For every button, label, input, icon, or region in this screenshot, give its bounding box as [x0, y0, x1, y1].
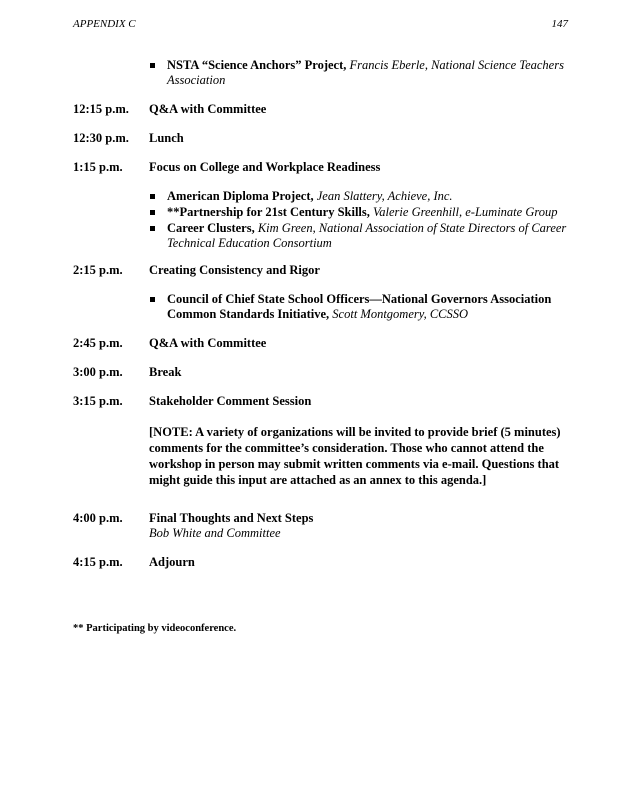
list-item — [149, 205, 589, 220]
bullet-bold: American Diploma Project, — [167, 189, 314, 203]
bullet-bold: NSTA “Science Anchors” Project, — [167, 58, 347, 72]
bullet-italic: Jean Slattery, Achieve, Inc. — [316, 189, 453, 203]
agenda-title: Stakeholder Comment Session — [149, 394, 312, 408]
bullet-italic: Valerie Greenhill, e-Luminate Group — [373, 205, 558, 219]
rigor-bullet-list — [149, 292, 574, 323]
agenda-time: 4:15 p.m. — [73, 555, 123, 569]
footnote: ** Participating by videoconference. — [73, 623, 237, 634]
agenda-title: Creating Consistency and Rigor — [149, 263, 320, 277]
page-number: 147 — [551, 18, 568, 30]
list-item — [149, 189, 589, 204]
list-item — [149, 292, 574, 322]
agenda-title: Q&A with Committee — [149, 102, 267, 116]
final-thoughts-presenters: Bob White and Committee — [149, 526, 281, 540]
agenda-title: Focus on College and Workplace Readiness — [149, 160, 381, 174]
bullet-italic: Francis Eberle, National Science Teachers Association — [167, 58, 564, 87]
stakeholder-note: [NOTE: A variety of organizations will be invited to provide brief (5 minutes) comments for the committee’s consideration. Those who cannot attend the workshop in person may submit written comments via e-mail. Questions that might guide this input are attached as an annex to this agenda.] — [149, 425, 561, 487]
nsta-bullet-list — [149, 58, 589, 89]
list-item — [149, 58, 589, 88]
agenda-time: 2:15 p.m. — [73, 263, 123, 277]
readiness-bullet-list — [149, 189, 589, 252]
bullet-bold: Career Clusters, — [167, 221, 255, 235]
agenda-title: Lunch — [149, 131, 184, 145]
agenda-time: 3:15 p.m. — [73, 394, 123, 408]
agenda-time: 3:00 p.m. — [73, 365, 123, 379]
bullet-bold: Council of Chief State School Officers—National Governors Association Common Standards Initiative, — [167, 292, 552, 321]
agenda-title: Adjourn — [149, 555, 195, 569]
list-item — [149, 221, 589, 251]
bullet-italic: Scott Montgomery, CCSSO — [332, 307, 469, 321]
running-header: APPENDIX C — [73, 18, 136, 30]
bullet-bold: **Partnership for 21st Century Skills, — [167, 205, 370, 219]
agenda-time: 12:15 p.m. — [73, 102, 129, 116]
agenda-title: Break — [149, 365, 182, 379]
bullet-italic: Kim Green, National Association of State Directors of Career Technical Education Consortium — [167, 221, 567, 250]
agenda-time: 2:45 p.m. — [73, 336, 123, 350]
agenda-time: 1:15 p.m. — [73, 160, 123, 174]
agenda-time: 12:30 p.m. — [73, 131, 129, 145]
agenda-title: Q&A with Committee — [149, 336, 267, 350]
agenda-time: 4:00 p.m. — [73, 511, 123, 525]
agenda-title: Final Thoughts and Next Steps — [149, 511, 314, 525]
